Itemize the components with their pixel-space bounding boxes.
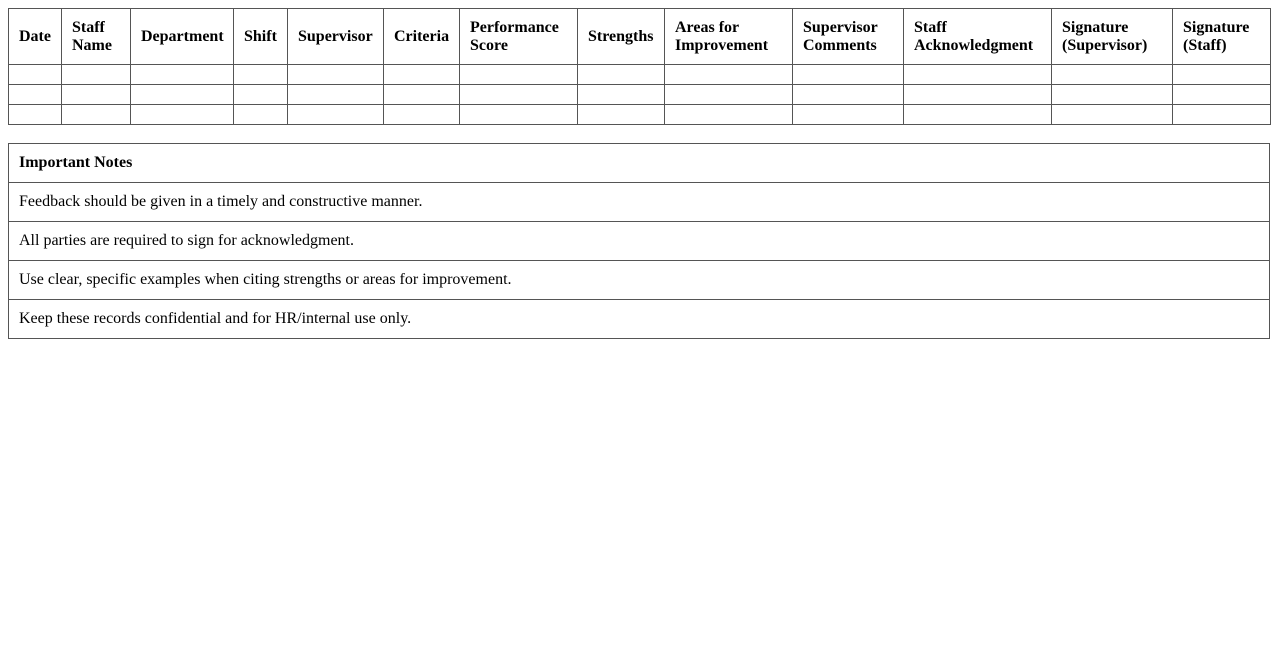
note-item: All parties are required to sign for acknowledgment. (9, 222, 1270, 261)
table-cell[interactable] (288, 65, 384, 85)
table-cell[interactable] (1173, 65, 1271, 85)
table-cell[interactable] (904, 65, 1052, 85)
column-header-signature-supervisor: Signature (Supervisor) (1052, 9, 1173, 65)
table-cell[interactable] (62, 65, 131, 85)
note-row (9, 261, 1270, 300)
column-header-signature-staff: Signature (Staff) (1173, 9, 1271, 65)
column-header-supervisor-comments: Supervisor Comments (793, 9, 904, 65)
table-cell[interactable] (62, 85, 131, 105)
table-cell[interactable] (234, 65, 288, 85)
table-cell[interactable] (578, 65, 665, 85)
table-cell[interactable] (62, 105, 131, 125)
table-row (9, 105, 1271, 125)
table-cell[interactable] (460, 65, 578, 85)
note-row (9, 222, 1270, 261)
table-cell[interactable] (793, 85, 904, 105)
table-cell[interactable] (904, 105, 1052, 125)
table-cell[interactable] (131, 65, 234, 85)
table-cell[interactable] (904, 85, 1052, 105)
notes-title: Important Notes (9, 144, 1270, 183)
table-cell[interactable] (578, 85, 665, 105)
column-header-criteria: Criteria (384, 9, 460, 65)
column-header-performance-score: Performance Score (460, 9, 578, 65)
column-header-staff-acknowledgment: Staff Acknowledgment (904, 9, 1052, 65)
table-cell[interactable] (234, 85, 288, 105)
table-cell[interactable] (578, 105, 665, 125)
table-cell[interactable] (665, 65, 793, 85)
note-row (9, 300, 1270, 339)
note-row (9, 183, 1270, 222)
table-cell[interactable] (288, 105, 384, 125)
table-cell[interactable] (460, 85, 578, 105)
column-header-strengths: Strengths (578, 9, 665, 65)
table-cell[interactable] (460, 105, 578, 125)
table-cell[interactable] (1173, 85, 1271, 105)
table-cell[interactable] (1173, 105, 1271, 125)
table-cell[interactable] (1052, 65, 1173, 85)
table-cell[interactable] (234, 105, 288, 125)
table-cell[interactable] (131, 105, 234, 125)
column-header-shift: Shift (234, 9, 288, 65)
column-header-areas-for-improvement: Areas for Improvement (665, 9, 793, 65)
table-cell[interactable] (384, 65, 460, 85)
table-cell[interactable] (131, 85, 234, 105)
table-cell[interactable] (9, 65, 62, 85)
important-notes-table (8, 143, 1270, 339)
column-header-date: Date (9, 9, 62, 65)
table-cell[interactable] (665, 105, 793, 125)
note-item: Use clear, specific examples when citing strengths or areas for improvement. (9, 261, 1270, 300)
table-row (9, 85, 1271, 105)
table-cell[interactable] (793, 105, 904, 125)
page-content (8, 8, 1270, 339)
feedback-table (8, 8, 1271, 125)
table-cell[interactable] (384, 105, 460, 125)
table-cell[interactable] (665, 85, 793, 105)
table-cell[interactable] (1052, 85, 1173, 105)
table-row (9, 65, 1271, 85)
column-header-department: Department (131, 9, 234, 65)
column-header-staff-name: Staff Name (62, 9, 131, 65)
table-cell[interactable] (1052, 105, 1173, 125)
table-cell[interactable] (9, 105, 62, 125)
column-header-supervisor: Supervisor (288, 9, 384, 65)
table-header-row (9, 9, 1271, 65)
note-item: Keep these records confidential and for HR/internal use only. (9, 300, 1270, 339)
table-cell[interactable] (288, 85, 384, 105)
table-cell[interactable] (793, 65, 904, 85)
table-cell[interactable] (9, 85, 62, 105)
table-cell[interactable] (384, 85, 460, 105)
notes-title-row (9, 144, 1270, 183)
note-item: Feedback should be given in a timely and constructive manner. (9, 183, 1270, 222)
